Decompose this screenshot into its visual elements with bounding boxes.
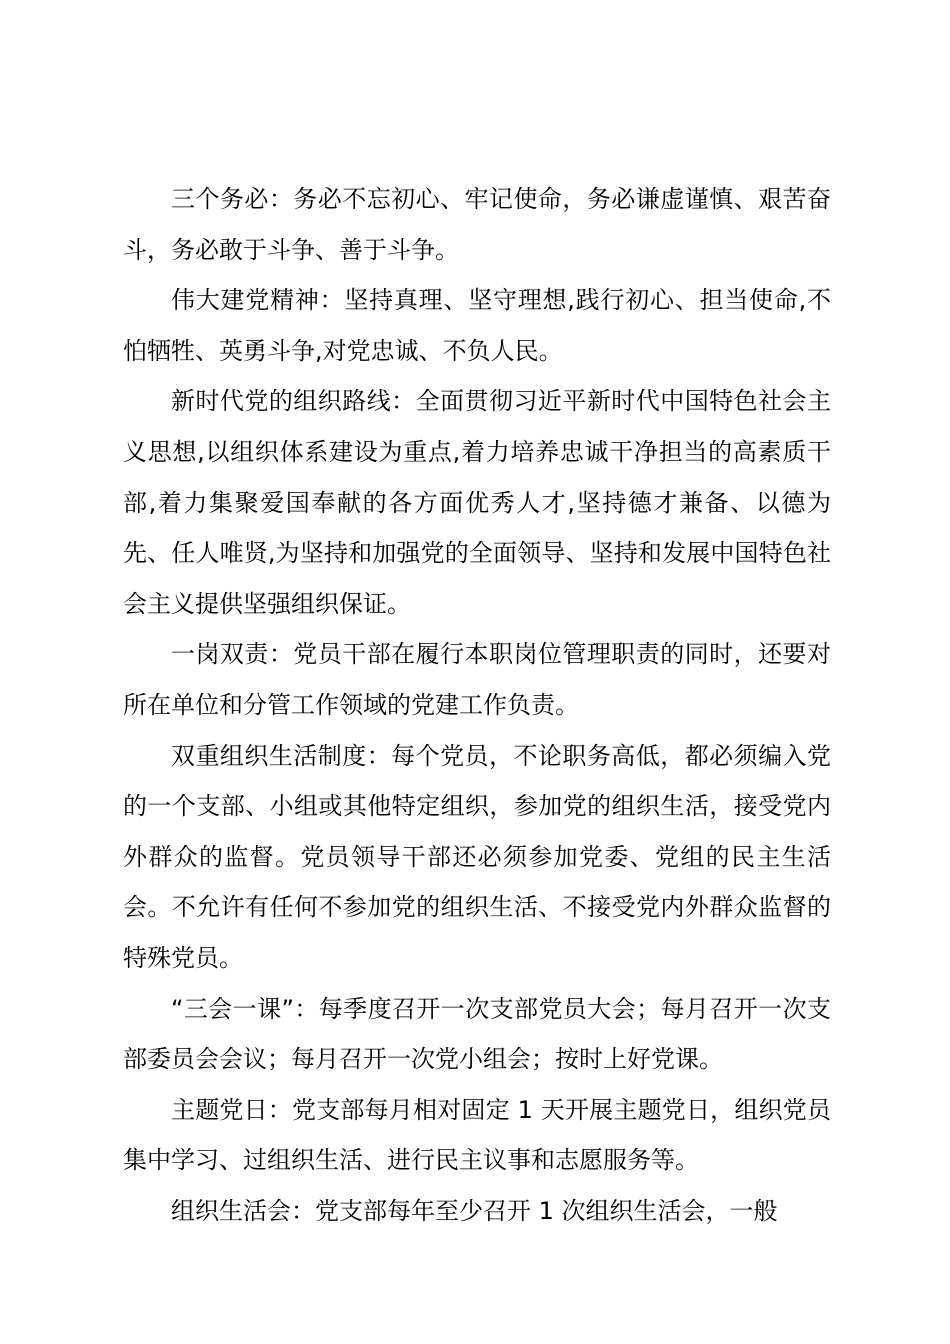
paragraph-party-spirit: 伟大建党精神：坚持真理、坚守理想,践行初心、担当使命,不怕牺牲、英勇斗争,对党忠诚、不负人民。 (123, 286, 831, 365)
paragraph-theme-party-day: 主题党日：党支部每月相对固定 1 天开展主题党日，组织党员集中学习、过组织生活、进行民主议事和志愿服务等。 (123, 1095, 831, 1175)
paragraph-one-post-two-duties: 一岗双责：党员干部在履行本职岗位管理职责的同时，还要对所在单位和分管工作领域的党建工作负责。 (123, 640, 831, 719)
paragraph-dual-organization-life: 双重组织生活制度：每个党员，不论职务高低，都必须编入党的一个支部、小组或其他特定组织，参加党的组织生活，接受党内外群众的监督。党员领导干部还必须参加党委、党组的民主生活会。不允许有任何不参加党的组织生活、不接受党内外群众监督的特殊党员。 (123, 741, 831, 972)
paragraph-organization-life-meeting: 组织生活会：党支部每年至少召开 1 次组织生活会，一般 (171, 1196, 778, 1225)
paragraph-san-ge-wu-bi: 三个务必：务必不忘初心、牢记使命，务必谦虚谨慎、艰苦奋斗，务必敢于斗争、善于斗争。 (123, 185, 831, 264)
paragraph-organization-line: 新时代党的组织路线：全面贯彻习近平新时代中国特色社会主义思想,以组织体系建设为重点,着力培养忠诚干净担当的高素质干部,着力集聚爱国奉献的各方面优秀人才,坚持德才兼备、以德为先、任人唯贤,为坚持和加强党的全面领导、坚持和发展中国特色社会主义提供坚强组织保证。 (123, 387, 831, 618)
paragraph-three-meetings-one-lesson: “三会一课”：每季度召开一次支部党员大会；每月召开一次支部委员会会议；每月召开一次党小组会；按时上好党课。 (123, 994, 831, 1074)
document-body (123, 174, 831, 1236)
